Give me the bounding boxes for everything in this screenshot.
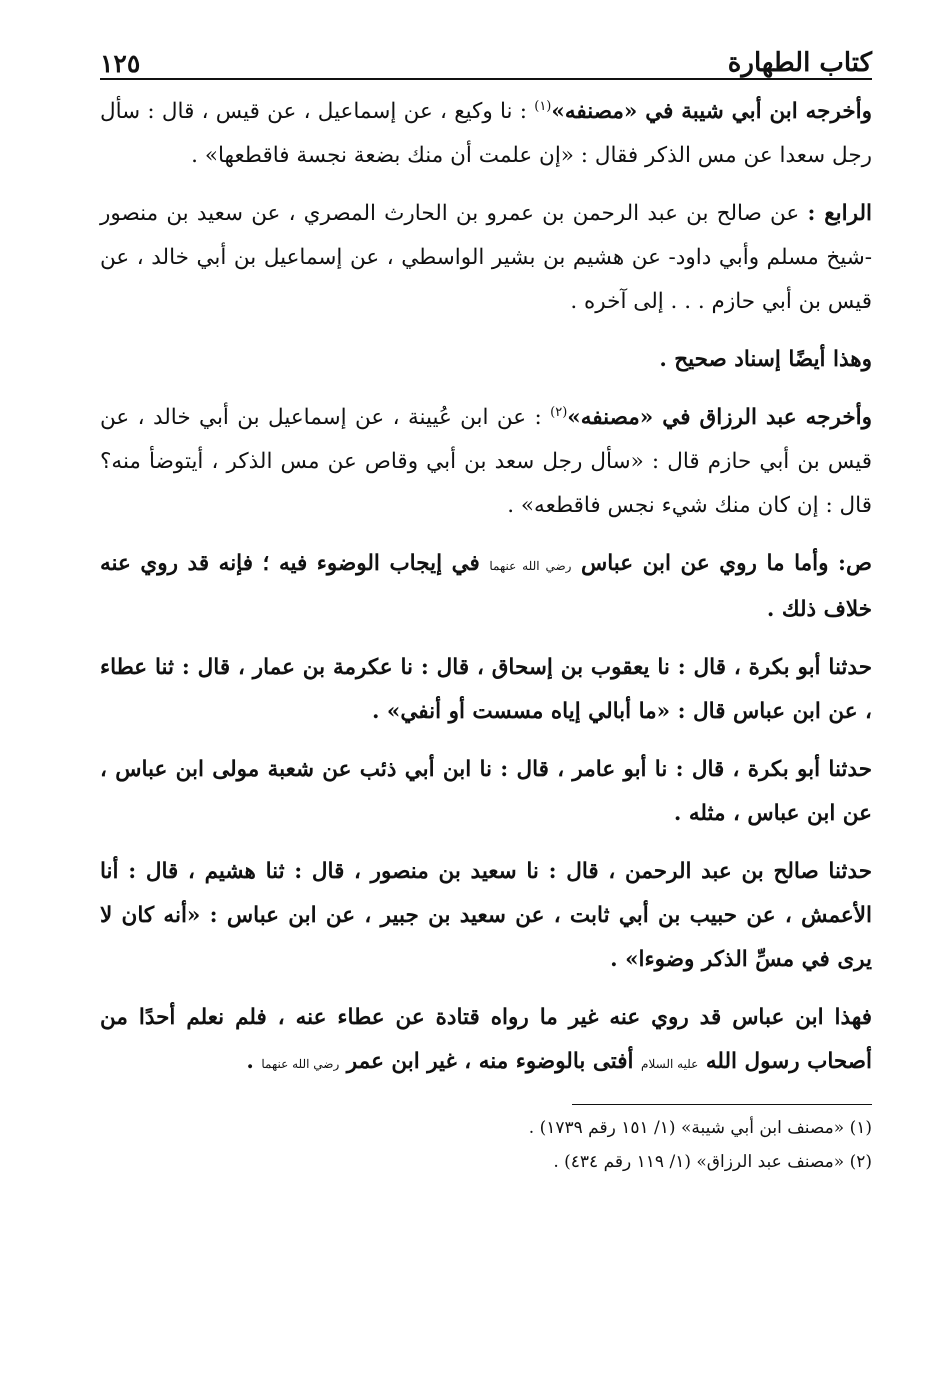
paragraph-lead: فهذا ابن عباس قد روي عنه غير ما رواه قتادة عن عطاء عنه ، فلم نعلم أحدًا من أصحاب رسول الله: [100, 1005, 872, 1074]
paragraph-text: : عن ابن عُيينة ، عن إسماعيل بن أبي خالد ، عن قيس بن أبي حازم قال : «سأل رجل سعد بن أبي وقاص عن مس الذكر ، أيتوضأ منه؟ قال : إن كان منك شيء نجس فاقطعه» .: [100, 405, 872, 518]
paragraph-2: [100, 192, 872, 324]
paragraph-lead: ص: وأما ما روي عن ابن عباس: [581, 551, 872, 576]
paragraph-6: [100, 646, 872, 734]
book-page: [100, 28, 872, 1179]
page-body: [100, 90, 872, 1086]
paragraph-text: حدثنا صالح بن عبد الرحمن ، قال : نا سعيد بن منصور ، قال : ثنا هشيم ، قال : أنا الأعمش ، عن حبيب بن أبي ثابت ، عن سعيد بن جبير ، عن ابن عباس : «أنه كان لا يرى في مسِّ الذكر وضوءا» .: [100, 859, 872, 972]
footnote-1: (١) «مصنف ابن أبي شيبة» (١/ ١٥١ رقم ١٧٣٩) .: [528, 1118, 872, 1138]
paragraph-8: [100, 850, 872, 982]
paragraph-text: : نا وكيع ، عن إسماعيل ، عن قيس ، قال : سأل رجل سعدا عن مس الذكر فقال : «إن علمت أن منك بضعة نجسة فاقطعها» .: [100, 99, 872, 168]
paragraph-5: [100, 542, 872, 632]
footnote-ref: (١): [534, 98, 552, 114]
paragraph-text: حدثنا أبو بكرة ، قال : نا يعقوب بن إسحاق ، قال : نا عكرمة بن عمار ، قال : ثنا عطاء ، عن ابن عباس قال : «ما أبالي إياه مسست أو أنفي» .: [100, 655, 872, 724]
paragraph-9: [100, 996, 872, 1086]
honorific-glyph: رضي الله عنهما: [489, 559, 572, 573]
chapter-title: كتاب الطهارة: [727, 48, 872, 78]
paragraph-lead: وهذا أيضًا إسناد صحيح .: [659, 347, 872, 372]
paragraph-3: [100, 338, 872, 382]
paragraph-lead: وأخرجه ابن أبي شيبة في «مصنفه»: [551, 99, 872, 124]
paragraph-lead: الرابع :: [807, 201, 872, 226]
paragraph-4: [100, 396, 872, 528]
paragraph-text: في إيجاب الوضوء فيه ؛ فإنه قد روي عنه خلاف ذلك .: [100, 551, 872, 622]
footnotes: [100, 1111, 872, 1179]
paragraph-text: عن صالح بن عبد الرحمن بن عمرو بن الحارث المصري ، عن سعيد بن منصور -شيخ مسلم وأبي داود- عن هشيم بن بشير الواسطي ، عن إسماعيل بن أبي خالد ، عن قيس بن أبي حازم . . . إلى آخره .: [100, 201, 872, 314]
paragraph-tail: .: [246, 1049, 262, 1074]
footnote-ref: (٢): [550, 404, 568, 420]
paragraph-7: [100, 748, 872, 836]
honorific-glyph: عليه السلام: [641, 1057, 699, 1071]
paragraph-text: حدثنا أبو بكرة ، قال : نا أبو عامر ، قال : نا ابن أبي ذئب عن شعبة مولى ابن عباس ، عن ابن عباس ، مثله .: [100, 757, 872, 826]
page-number: ١٢٥: [100, 49, 141, 78]
page-header: [100, 28, 872, 80]
paragraph-1: [100, 90, 872, 178]
footnote-separator: [572, 1104, 872, 1105]
paragraph-text: أفتى بالوضوء منه ، غير ابن عمر: [346, 1049, 634, 1074]
honorific-glyph: رضي الله عنهما: [261, 1057, 340, 1071]
footnote-2: (٢) «مصنف عبد الرزاق» (١/ ١١٩ رقم ٤٣٤) .: [553, 1152, 872, 1172]
paragraph-lead: وأخرجه عبد الرزاق في «مصنفه»: [567, 405, 872, 430]
